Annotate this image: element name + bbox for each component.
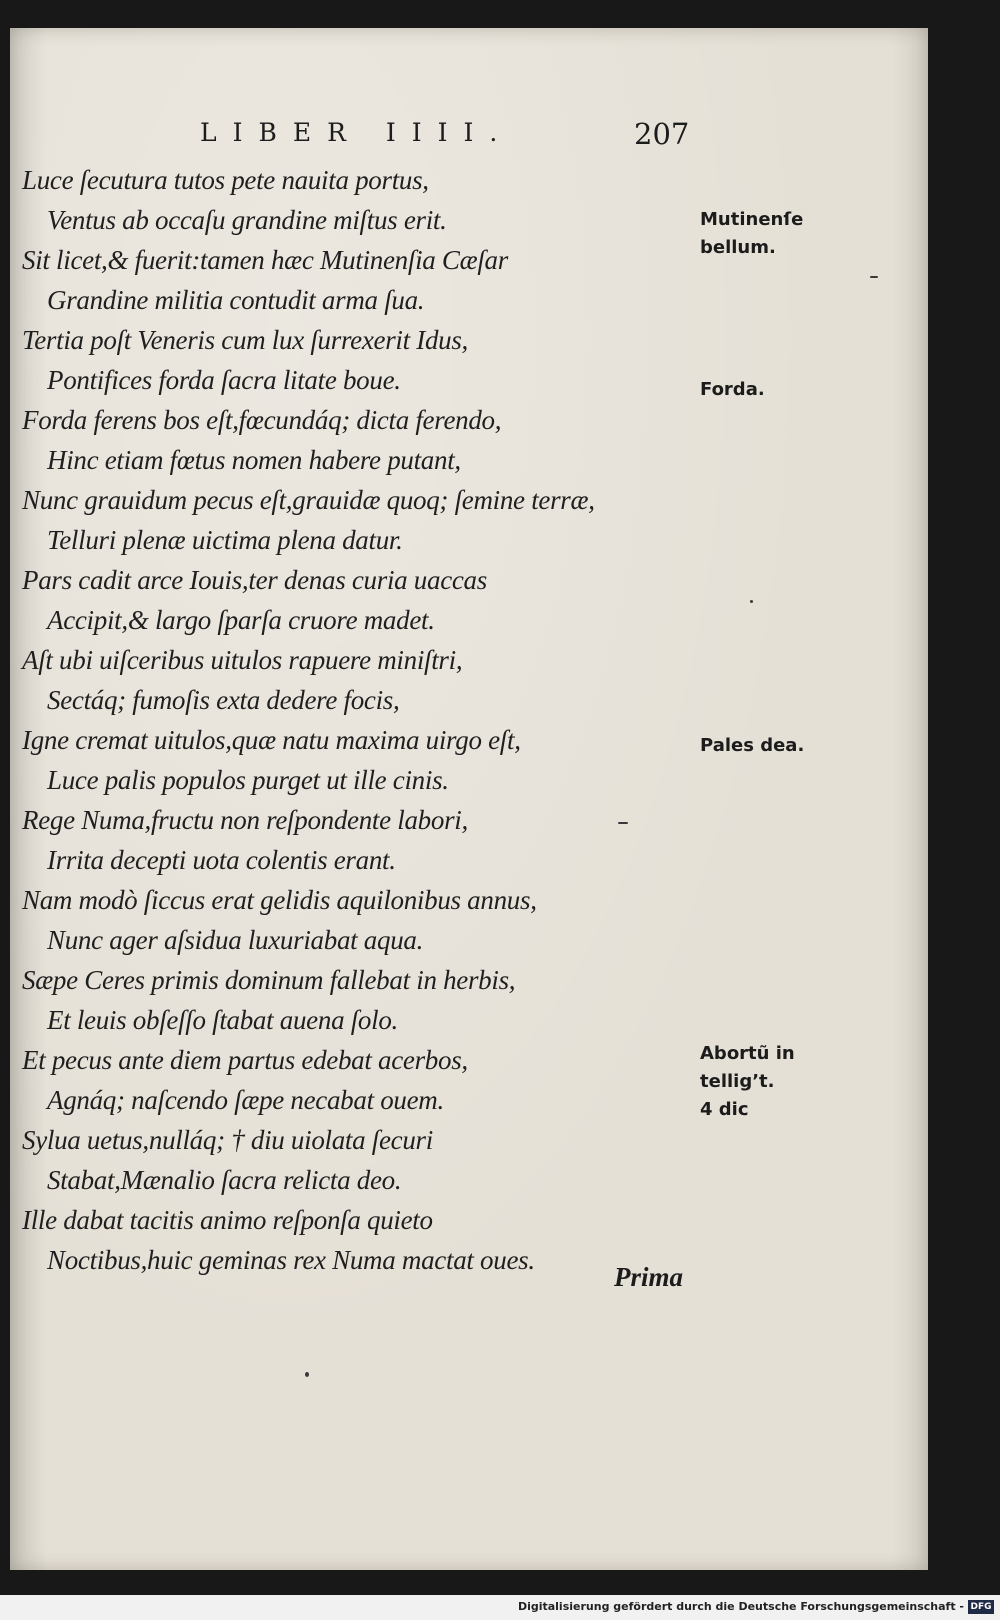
verse-line: Sæpe Ceres primis dominum fallebat in herbis, [22, 965, 516, 995]
side-note-line: Forda. [700, 379, 765, 400]
verse-line: Ventus ab occaſu grandine miſtus erit. [47, 205, 447, 235]
verse-line: Stabat,Mænalio ſacra relicta deo. [47, 1165, 402, 1195]
running-head: LIBER IIII. [200, 118, 514, 147]
verse-line: Sectáq; fumoſis exta dedere focis, [47, 685, 400, 715]
verse-line: Hinc etiam fœtus nomen habere putant, [47, 445, 461, 475]
ink-speck [870, 276, 878, 278]
side-note-abortu [700, 1040, 795, 1124]
footer-credit: Digitalisierung gefördert durch die Deutsche Forschungsgemeinschaft - [517, 1600, 964, 1613]
verse-line: Aſt ubi uiſceribus uitulos rapuere miniſtri, [22, 645, 463, 675]
page-number: 207 [634, 117, 690, 151]
verse-line: Nam modò ſiccus erat gelidis aquilonibus annus, [22, 885, 537, 915]
verse-line: Et leuis obſeſſo ſtabat auena ſolo. [47, 1005, 398, 1035]
verse-line: Accipit,& largo ſparſa cruore madet. [47, 605, 435, 635]
side-note-forda [700, 376, 765, 404]
verse-line: Pars cadit arce Iouis,ter denas curia uaccas [22, 565, 487, 595]
verse-line: Rege Numa,fructu non reſpondente labori, [22, 805, 468, 835]
side-note-line: Pales dea. [700, 735, 805, 756]
verse-line: Forda ferens bos eſt,fœcundáq; dicta ferendo, [22, 405, 502, 435]
verse-line: Nunc ager aſsidua luxuriabat aqua. [47, 925, 424, 955]
verse-line: Pontifices forda ſacra litate boue. [47, 365, 401, 395]
verse-line: Nunc grauidum pecus eſt,grauidæ quoq; ſemine terræ, [22, 485, 595, 515]
side-note-line: tellig’t. [700, 1071, 775, 1092]
side-note-pales [700, 732, 804, 760]
verse-line: Sit licet,& fuerit:tamen hæc Mutinenſia Cæſar [22, 245, 508, 275]
verse-line: Grandine militia contudit arma ſua. [47, 285, 425, 315]
ink-speck [618, 822, 628, 824]
verse-line: Telluri plenæ uictima plena datur. [47, 525, 403, 555]
catchword: Prima [614, 1262, 684, 1292]
side-note-mutinense [700, 206, 803, 262]
side-note-line: Mutinenſe [700, 209, 804, 230]
dfg-logo: DFG [968, 1600, 994, 1614]
side-note-line: bellum. [700, 237, 776, 258]
verse-line: Agnáq; naſcendo ſæpe necabat ouem. [47, 1085, 444, 1115]
verse-line: Igne cremat uitulos,quæ natu maxima uirgo eſt, [22, 725, 521, 755]
side-note-line: 4 dic [700, 1099, 749, 1120]
ink-speck [750, 600, 753, 603]
verse-block [22, 160, 682, 1280]
side-note-line: Abortũ in [700, 1043, 795, 1064]
ink-speck [305, 1372, 309, 1377]
verse-line: Sylua uetus,nulláq; † diu uiolata ſecuri [22, 1125, 433, 1155]
verse-line: Luce palis populos purget ut ille cinis. [47, 765, 449, 795]
verse-line: Irrita decepti uota colentis erant. [47, 845, 396, 875]
verse-line: Et pecus ante diem partus edebat acerbos, [22, 1045, 468, 1075]
verse-line: Noctibus,huic geminas rex Numa mactat oues. [47, 1245, 535, 1275]
verse-line: Tertia poſt Veneris cum lux ſurrexerit Idus, [22, 325, 469, 355]
verse-line: Luce ſecutura tutos pete nauita portus, [22, 165, 429, 195]
verse-line: Ille dabat tacitis animo reſponſa quieto [22, 1205, 433, 1235]
